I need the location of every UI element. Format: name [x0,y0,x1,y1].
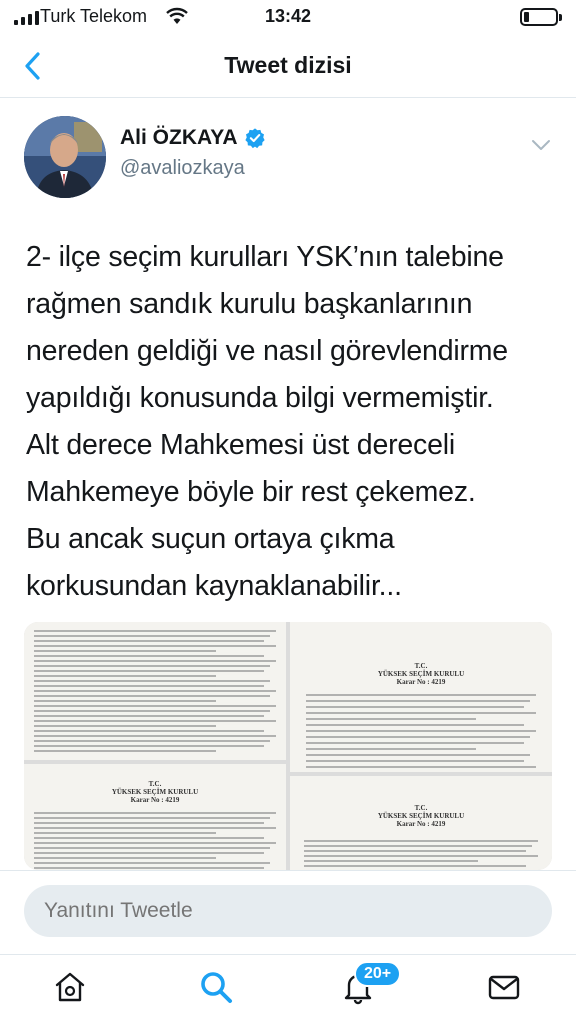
reply-input[interactable] [24,885,552,937]
page-title: Tweet dizisi [224,52,352,78]
document-text-line [34,745,264,747]
search-icon[interactable] [198,969,234,1005]
document-text-line [34,750,216,752]
document-text-line [34,857,216,859]
document-text-line [306,730,536,732]
author-name: Ali ÖZKAYA [120,126,238,149]
tweet-text-line: nereden geldiği ve nasıl görevlendirme [26,335,508,367]
document-text-line [306,754,530,756]
document-heading: T.C. YÜKSEK SEÇİM KURULU Karar No : 4219 [377,804,465,828]
tweet-text-line: korkusundan kaynaklanabilir... [26,570,402,602]
status-bar [0,0,576,34]
tweet-text-line: yapıldığı konusunda bilgi vermemiştir. [26,382,494,414]
tweet-text-line: Alt derece Mahkemesi üst dereceli [26,429,456,461]
navigation-header [0,34,576,98]
document-text-line [34,827,276,829]
media-image-document-2[interactable] [290,622,552,772]
document-text-line [34,822,264,824]
document-text-line [304,855,538,857]
document-text-line [34,710,270,712]
document-text-line [34,705,276,707]
reply-bar [0,870,576,954]
document-text-line [34,650,216,652]
status-time: 13:42 [264,6,312,26]
document-text-line [34,725,216,727]
document-text-line [34,630,276,632]
carrier-name: Turk Telekom [40,6,148,26]
tweet-media-grid [24,622,552,870]
home-icon[interactable] [52,969,88,1005]
document-heading: T.C. YÜKSEK SEÇİM KURULU Karar No : 4219 [377,662,465,686]
document-text-line [304,850,526,852]
document-heading: T.C. YÜKSEK SEÇİM KURULU Karar No : 4219 [111,780,199,804]
media-image-document-4[interactable] [290,776,552,870]
document-text-line [34,680,270,682]
document-text-line [306,736,530,738]
document-text-line [304,840,538,842]
author-handle[interactable]: @avaliozkaya [120,157,245,179]
tweet-text-line: Bu ancak suçun ortaya çıkma [26,523,395,555]
document-text-line [306,694,536,696]
document-text-line [34,715,264,717]
document-text-line [34,665,270,667]
document-text-line [34,837,264,839]
document-text-line [34,685,264,687]
document-text-line [306,724,524,726]
document-text-line [306,760,524,762]
document-text-line [34,730,264,732]
document-text-line [34,635,270,637]
document-text-line [304,845,532,847]
document-text-line [34,842,276,844]
document-text-line [34,740,270,742]
document-text-line [34,655,264,657]
document-text-line [34,817,270,819]
document-text-line [306,766,536,768]
document-text-line [34,675,216,677]
messages-envelope-icon[interactable] [486,969,522,1005]
avatar[interactable] [24,116,106,198]
document-text-line [306,748,476,750]
document-text-line [34,867,264,869]
document-text-line [34,735,276,737]
tab-bar [0,954,576,1024]
document-text-line [34,645,276,647]
battery-icon [520,8,558,26]
document-text-line [306,706,524,708]
media-image-document-1[interactable] [24,622,286,760]
battery-level [524,12,529,22]
tweet-text [26,234,556,610]
document-text-line [34,695,270,697]
tweet-text-line: 2- ilçe seçim kurulları YSK’nın talebine [26,241,504,273]
document-text-line [306,718,476,720]
document-text-line [34,690,276,692]
tweet-text-line: Mahkemeye böyle bir rest çekemez. [26,476,476,508]
author-name-row[interactable] [120,126,266,150]
document-text-line [34,832,216,834]
document-text-line [34,720,276,722]
document-text-line [34,670,264,672]
document-text-line [34,660,276,662]
document-text-line [34,852,264,854]
document-text-line [306,712,536,714]
document-text-line [304,860,478,862]
avatar-image [24,116,106,198]
notifications-badge: 20+ [354,961,401,987]
media-image-document-3[interactable] [24,764,286,870]
document-text-line [34,847,270,849]
document-text-line [306,742,524,744]
verified-badge-icon [244,127,266,149]
document-text-line [34,812,276,814]
chevron-down-icon[interactable] [530,134,552,156]
document-text-line [306,700,530,702]
document-text-line [34,700,216,702]
document-text-line [34,862,270,864]
document-text-line [34,640,264,642]
tweet-text-line: rağmen sandık kurulu başkanlarının [26,288,473,320]
document-text-line [304,865,526,867]
